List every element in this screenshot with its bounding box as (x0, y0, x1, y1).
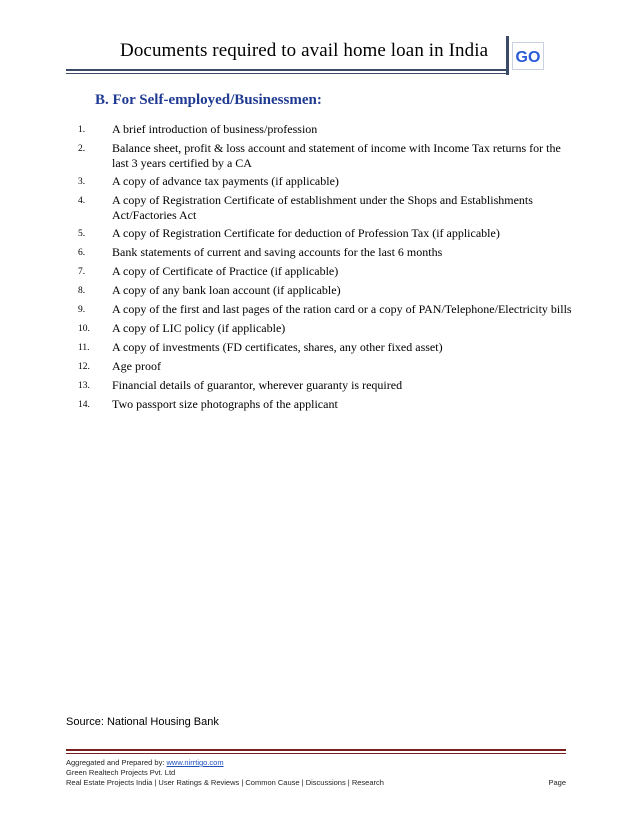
footer-prepared-line (66, 758, 566, 768)
list-item-number: 3. (78, 177, 86, 187)
list-item (78, 340, 578, 356)
list-item-text: Balance sheet, profit & loss account and statement of income with Income Tax returns for the last 3 years certified by a CA (112, 141, 561, 170)
list-item-number: 12. (78, 362, 90, 372)
footer-tagline: Real Estate Projects India | User Ratings & Reviews | Common Cause | Discussions | Research (66, 778, 384, 787)
list-item-number: 5. (78, 229, 86, 239)
footer-rule-secondary (66, 753, 566, 754)
header-divider (506, 36, 509, 75)
list-item (78, 359, 578, 375)
list-item (78, 245, 578, 261)
list-item-number: 4. (78, 196, 86, 206)
footer-prepared-label: Aggregated and Prepared by: (66, 758, 167, 767)
list-item-number: 1. (78, 125, 86, 135)
footer-rule (66, 749, 566, 751)
go-logo (512, 42, 544, 70)
footer-company: Green Realtech Projects Pvt. Ltd (66, 768, 176, 777)
list-item-text: A copy of Registration Certificate for deduction of Profession Tax (if applicable) (112, 226, 500, 240)
list-item-number: 8. (78, 286, 86, 296)
list-item-text: Bank statements of current and saving accounts for the last 6 months (112, 245, 443, 259)
list-item-text: Age proof (112, 359, 161, 373)
list-item-text: A copy of the first and last pages of the ration card or a copy of PAN/Telephone/Electricity bills (112, 302, 572, 316)
list-item-text: A copy of LIC policy (if applicable) (112, 321, 286, 335)
list-item (78, 193, 578, 223)
list-item-number: 7. (78, 267, 86, 277)
list-item (78, 264, 578, 280)
list-item (78, 141, 578, 171)
list-item-text: Financial details of guarantor, wherever guaranty is required (112, 378, 403, 392)
list-item-number: 6. (78, 248, 86, 258)
list-item-number: 2. (78, 144, 86, 154)
list-item (78, 378, 578, 394)
list-item-text: A copy of any bank loan account (if applicable) (112, 283, 341, 297)
list-item (78, 397, 578, 413)
header-rule-secondary (66, 73, 508, 74)
list-item-text: A copy of advance tax payments (if applicable) (112, 174, 339, 188)
source-note: Source: National Housing Bank (66, 716, 219, 728)
footer-website-link[interactable]: www.nirrtigo.com (166, 758, 224, 767)
page-footer (66, 758, 566, 788)
list-item (78, 174, 578, 190)
list-item-text: Two passport size photographs of the applicant (112, 397, 338, 411)
footer-tagline-row (66, 778, 566, 788)
list-item (78, 226, 578, 242)
page-header (0, 0, 638, 80)
list-item-number: 14. (78, 400, 90, 410)
list-item-number: 9. (78, 305, 86, 315)
list-item (78, 321, 578, 337)
list-item-number: 11. (78, 343, 90, 353)
list-item-text: A brief introduction of business/profession (112, 122, 318, 136)
list-item-text: A copy of Registration Certificate of establishment under the Shops and Establishments Act/Factories Act (112, 193, 533, 222)
list-item-text: A copy of investments (FD certificates, shares, any other fixed asset) (112, 340, 443, 354)
list-item-text: A copy of Certificate of Practice (if applicable) (112, 264, 339, 278)
list-item-number: 10. (78, 324, 90, 334)
list-item (78, 302, 578, 318)
list-item (78, 283, 578, 299)
logo-text: GO (515, 49, 541, 66)
header-rule (66, 69, 508, 71)
go-logo-mark (515, 46, 541, 66)
required-documents-list (78, 122, 578, 416)
list-item-number: 13. (78, 381, 90, 391)
list-item (78, 122, 578, 138)
footer-page-label: Page (548, 778, 566, 787)
section-heading: B. For Self-employed/Businessmen: (95, 92, 322, 108)
document-title: Documents required to avail home loan in India (120, 40, 489, 61)
